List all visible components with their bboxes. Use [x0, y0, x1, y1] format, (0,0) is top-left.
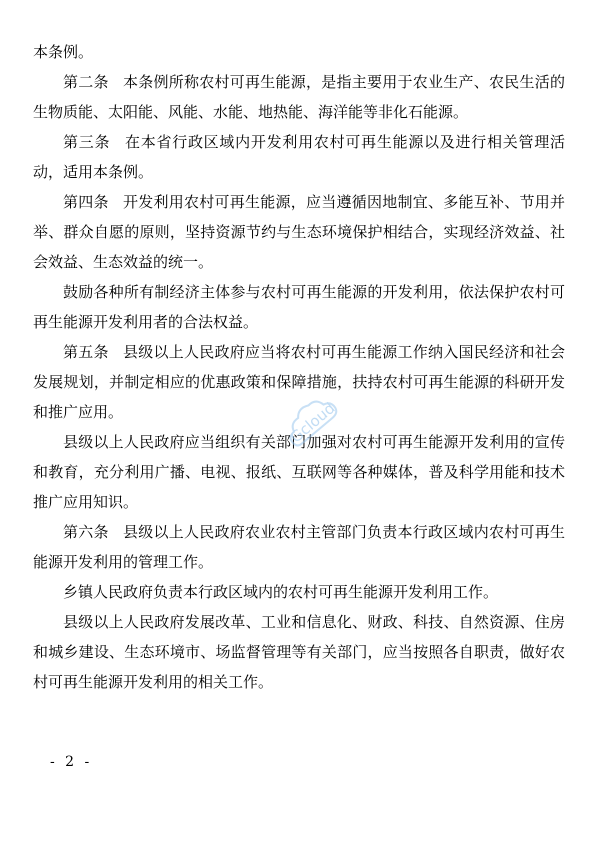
article-text: 本条例所称农村可再生能源，是指主要用于农业生产、农民生活的生物质能、太阳能、风能、水能、地热能、海洋能等非化石能源。: [33, 73, 565, 121]
paragraph-text: 鼓励各种所有制经济主体参与农村可再生能源的开发利用，依法保护农村可再生能源开发利用者的合法权益。: [33, 283, 565, 331]
article-text: 在本省行政区域内开发利用农村可再生能源以及进行相关管理活动，适用本条例。: [33, 133, 565, 181]
article-5-paragraph-2: [33, 427, 565, 517]
article-number: 第三条: [63, 133, 111, 151]
article-4-paragraph-2: [33, 277, 565, 337]
article-5: [33, 337, 565, 427]
article-4: [33, 187, 565, 277]
article-number: 第五条: [63, 343, 109, 361]
article-6: [33, 517, 565, 577]
article-number: 第二条: [63, 73, 109, 91]
article-text: 县级以上人民政府农业农村主管部门负责本行政区域内农村可再生能源开发利用的管理工作。: [33, 523, 565, 571]
article-text: 县级以上人民政府应当将农村可再生能源工作纳入国民经济和社会发展规划，并制定相应的优惠政策和保障措施，扶持农村可再生能源的科研开发和推广应用。: [33, 343, 565, 421]
article-number: 第四条: [63, 193, 109, 211]
article-6-paragraph-2: [33, 577, 565, 607]
article-number: 第六条: [63, 523, 109, 541]
page-number: - 2 -: [50, 754, 93, 770]
watermark-text: Gcloud: [286, 399, 339, 447]
article-2: [33, 67, 565, 127]
paragraph-text: 县级以上人民政府发展改革、工业和信息化、财政、科技、自然资源、住房和城乡建设、生态环境市、场监督管理等有关部门，应当按照各自职责，做好农村可再生能源开发利用的相关工作。: [33, 613, 565, 691]
continuation-text: 本条例。: [33, 43, 94, 61]
paragraph-text: 县级以上人民政府应当组织有关部门加强对农村可再生能源开发利用的宣传和教育，充分利用广播、电视、报纸、互联网等各种媒体，普及科学用能和技术推广应用知识。: [33, 433, 565, 511]
document-body: [33, 37, 565, 697]
article-text: 开发利用农村可再生能源，应当遵循因地制宜、多能互补、节用并举、群众自愿的原则，坚持资源节约与生态环境保护相结合，实现经济效益、社会效益、生态效益的统一。: [33, 193, 565, 271]
paragraph-text: 乡镇人民政府负责本行政区域内的农村可再生能源开发利用工作。: [63, 583, 499, 601]
article-6-paragraph-3: [33, 607, 565, 697]
article-3: [33, 127, 565, 187]
